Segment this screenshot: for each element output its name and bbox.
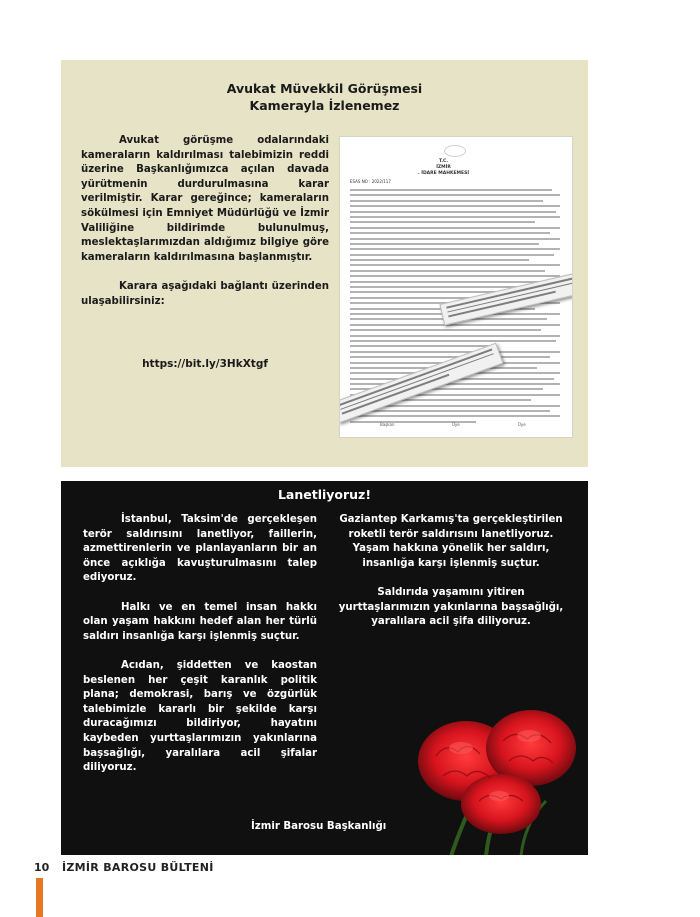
document-text-line: [350, 356, 550, 358]
document-text-line: [350, 410, 550, 412]
document-text-line: [350, 329, 541, 331]
signature: İzmir Barosu Başkanlığı: [251, 821, 387, 832]
condemnation-left-column: [83, 513, 317, 790]
decision-paragraph: Avukat görüşme odalarındaki kameraların kaldırılması talebimizin reddi üzerine Başkanlığımızca açılan davada yürütmenin durdurulmasına karar verilmiştir. Karar gereğince; kameraların sökülmesi için Emniyet Müdürlüğü ve İzmir Valiliğine bildirimde bulunulmuş, meslektaşlarımızdan aldığımız bilgiye göre kameraların kaldırılmasına başlanmıştır.: [81, 135, 329, 263]
document-esas: ESAS NO : 2022/117: [350, 179, 391, 184]
court-document-image: [339, 136, 573, 438]
document-text-line: [350, 248, 560, 250]
document-text-line: [350, 205, 560, 207]
court-decision-box: [61, 60, 588, 467]
document-text-line: [350, 243, 539, 245]
document-text-line: [350, 200, 543, 202]
document-text-line: [350, 259, 529, 261]
left-paragraph-1: İstanbul, Taksim'de gerçekleşen terör saldırısını lanetliyor, faillerin, azmettirenlerin ve planlayanların bir an önce açıklığa kavuşturulmasını talep ediyoruz.: [83, 514, 317, 584]
document-text-line: [350, 221, 535, 223]
seal-icon: [444, 145, 466, 157]
document-text-line: [350, 194, 560, 196]
condemnation-right-column: [331, 513, 571, 644]
condemnation-title: Lanetliyoruz!: [277, 487, 372, 502]
document-text-line: [350, 324, 560, 326]
document-text-line: [350, 275, 560, 277]
orange-accent-bar: [36, 878, 43, 917]
judge-signature-3: Üye: [518, 422, 526, 427]
document-text-line: [350, 227, 560, 229]
red-carnation-image: [391, 686, 588, 855]
decision-link[interactable]: https://bit.ly/3HkXtgf: [142, 358, 268, 370]
document-text-line: [350, 264, 560, 266]
document-text-line: [350, 351, 560, 353]
document-text-line: [350, 345, 497, 347]
left-paragraph-2: Halkı ve en temel insan hakkı olan yaşam hakkını hedef alan her türlü saldırı insanlığa karşı işlenmiş suçtur.: [83, 601, 317, 642]
court-decision-title: [61, 80, 588, 114]
document-text-line: [350, 335, 560, 337]
title-line-1: Avukat Müvekkil Görüşmesi: [226, 81, 423, 96]
document-text-line: [350, 270, 545, 272]
page-number: 10: [34, 861, 50, 874]
document-text-line: [350, 340, 556, 342]
left-paragraph-3: Acıdan, şiddetten ve kaostan beslenen her çeşit karanlık politik plana; demokrasi, barış ve özgürlük talebimizle kararlı bir şekilde karşı duracağımızı bildiriyor, hayatını kaybeden yurttaşlarımızın yakınlarına başsağlığı, yaralılara acil şifalar diliyoruz.: [83, 659, 317, 774]
judge-signature-1: Başkan: [380, 422, 395, 427]
document-text-line: [350, 238, 560, 240]
document-text-line: [350, 281, 558, 283]
condemnation-box: [61, 481, 588, 855]
document-header: T.C. İZMİR . İDARE MAHKEMESİ: [418, 159, 470, 176]
document-text-line: [350, 415, 560, 417]
document-text-line: [350, 211, 556, 213]
document-text-line: [350, 232, 550, 234]
document-text-line: [350, 216, 560, 218]
publication-title: İZMİR BAROSU BÜLTENİ: [62, 861, 214, 874]
link-intro-paragraph: Karara aşağıdaki bağlantı üzerinden ulaşabilirsiniz:: [81, 280, 329, 307]
document-text-line: [350, 254, 554, 256]
title-line-2: Kamerayla İzlenemez: [249, 98, 400, 113]
right-paragraph-1: Gaziantep Karkamış'ta gerçekleştirilen roketli terör saldırısını lanetliyoruz. Yaşam hakkına yönelik her saldırı, insanlığa karşı işlenmiş suçtur.: [339, 514, 563, 569]
document-text-line: [350, 189, 552, 191]
judge-signature-2: Üye: [452, 422, 460, 427]
court-decision-text: [81, 134, 329, 324]
right-paragraph-2: Saldırıda yaşamını yitiren yurttaşlarımızın yakınlarına başsağlığı, yaralılara acil şifa diliyoruz.: [338, 586, 564, 628]
